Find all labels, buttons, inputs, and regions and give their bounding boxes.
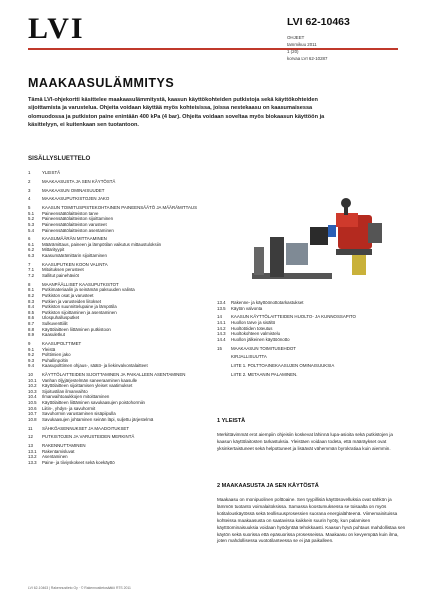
toc-entry-title: Huoltotöiden toteutus [231, 325, 273, 331]
toc-entry-number: 10.1 [28, 377, 37, 383]
toc-entry-number: 6.2 [28, 247, 35, 253]
toc-entry-number: 6.1 [28, 241, 35, 247]
meta-line: tammikuu 2011 [287, 42, 317, 47]
toc-entry-title: LIITE 2. METAANIN PALAMINEN. [231, 371, 298, 377]
section-yleista [217, 418, 407, 453]
toc-entry-title: Asentaminen [42, 454, 68, 460]
toc-entry [28, 363, 208, 369]
toc-entry-number: 9.3 [28, 357, 35, 363]
toc-entry-number: 5.1 [28, 210, 35, 216]
page-title: MAAKAASULÄMMITYS [28, 76, 175, 90]
toc-entry [217, 346, 407, 352]
gas-burner-image [250, 185, 390, 295]
toc-entry [28, 188, 208, 194]
toc-entry-number: 13.3 [28, 459, 37, 465]
toc-entry-number: 14.4 [217, 336, 226, 342]
toc-entry-number: 6 [28, 236, 31, 242]
toc-entry [217, 354, 407, 360]
toc-entry-title: Huollon jälkeinen käyttöönotto [231, 336, 290, 342]
toc-entry-number: 10.3 [28, 388, 37, 394]
toc-entry-number: 10.2 [28, 383, 37, 389]
toc-entry-number: 10.6 [28, 405, 37, 411]
toc-entry-title: Sallitut painehäviöt [42, 273, 79, 279]
toc-entry-title: Polttimien jako [42, 352, 71, 358]
toc-entry-number: 10.8 [28, 416, 37, 422]
section-text: Maakaasu on monipuolinen polttoaine. Sen tyypillisiä käyttösovelluksia ovat sähkön ja lämmön tuotanto voimalaitoksissa. Samassa koostumuksessa se toisaalta on myös kotitalouskäytössä sekä teollisuusprosessien suorana energialähteenä. Viimemainituissa kohteissa maakaasusta on saatavissa kaikkein suurin hyöty, kun palamisen käyttöominaisuuksia voidaan hyödyntää tehokkaasti. Kaasun hyvä puhtaus mahdollistaa sen käytön sekä suorissa että epäsuorissa prosesseissa. Maakaasu on kevyempää kuin ilma, joten mahdollisessa vuototilanteessa se ei jää paikalleen. [217, 497, 406, 544]
toc-entry-title: KÄYTTÖLAITTEIDEN SIJOITTAMINEN JA PAIKALLEEN ASENTAMINEN [42, 372, 186, 378]
toc-entry-title: Mitoituksen perusteet [42, 267, 84, 273]
toc-entry-title: RAKENNUTTAMINEN [42, 443, 86, 449]
toc-entry-title: Liitin-, yhdys- ja savuhormit [42, 405, 96, 411]
toc-entry-title: MAAKAASUPUTKISTOJEN JAKO [42, 196, 110, 202]
toc-entry-number: 5.4 [28, 227, 35, 233]
toc-entry-number: 8.8 [28, 326, 35, 332]
toc-entry-title: KAASUN KÄYTTÖLAITTEIDEN HUOLTO- JA KUNNOSSAPITO [231, 314, 356, 320]
toc-entry-title: Putkiston sijoittaminen ja asentaminen [42, 309, 117, 315]
toc-entry-title: MAANPÄÄLLISET KAASUPUTKISTOT [42, 281, 119, 287]
toc-entry-title: PUTKISTOJEN JA VARUSTEIDEN MERKINTÄ [42, 434, 135, 440]
meta-line: korvaa LVI 62-10287 [287, 56, 328, 61]
toc-entry-number: 10.7 [28, 411, 37, 417]
toc-entry-title: Vanhan öljyjärjestelmän saneeraaminen kaasulle [42, 377, 138, 383]
toc-entry-title: Mittarityypit [42, 247, 65, 253]
toc-entry-number: 13.1 [28, 448, 37, 454]
toc-entry-number: 13.4 [217, 300, 226, 305]
toc-entry-number: 12 [28, 434, 33, 440]
toc-entry-number: 7.1 [28, 267, 35, 273]
toc-entry-title: Savukaasujen johtaminen seinän läpi, suljettu järjestelmä [42, 416, 154, 422]
toc-entry-number: 8.1 [28, 287, 35, 293]
toc-entry-number: 13.2 [28, 454, 37, 460]
intro-paragraph: Tämä LVI-ohjekortti käsittelee maakaasulämmitystä, kaasun käyttökohteiden putkistoja sekä käyttökohteiden sijoittamista ja varusteluа. Ohjeita voidaan käyttää myös kohteisissa, joissa nestekaasu on kaasumaisessa olomuodossa ja putkiston paine enintään 400 kPa (4 bar). Ohjeita voidaan soveltaa myös biokaasun käyttöön ja käsittelyyn, ei kuitenkaan sen tuotantoon. [28, 97, 325, 128]
meta-line: OHJEET [287, 35, 305, 40]
toc-entry [28, 196, 208, 202]
toc-entry-number: 8.2 [28, 293, 35, 298]
toc-entry-title: Kaasupolttimen ohjaus-, säätö- ja liekinvalvontalaitteet [42, 363, 148, 369]
toc-left-column [28, 170, 208, 466]
toc-entry-number [217, 363, 231, 369]
toc-entry-title: Käyttölaitteen sijoittamisen yleiset vaatimukset [42, 383, 133, 389]
toc-entry [28, 253, 208, 259]
toc-entry [217, 363, 407, 369]
toc-entry-title: Ilmanvaihtoaukkojen mitoittaminen [42, 394, 110, 400]
toc-entry [217, 306, 407, 312]
toc-entry-number: 8.9 [28, 332, 35, 338]
toc-entry-title: SÄHKÖASENNUKSET JA MAADOITUKSET [42, 425, 130, 431]
toc-entry-title: MAAKAASUSTA JA SEN KÄYTÖSTÄ [42, 178, 116, 184]
toc-entry-number: 15 [217, 345, 222, 351]
toc-entry-title: MAAKAASUN TOIMITUSEHDOT [231, 345, 296, 351]
section-heading: 1 YLEISTÄ [217, 418, 246, 424]
toc-entry-number: 14.2 [217, 325, 226, 331]
toc-entry-title: Käytön valvonta [231, 305, 263, 311]
toc-entry [28, 332, 208, 338]
toc-entry [28, 179, 208, 185]
toc-entry-title: Sijoitustilan ilmanvaihto [42, 388, 88, 394]
toc-entry-number: 5 [28, 205, 31, 211]
toc-entry-title: KAASUPOLTTIMET [42, 340, 82, 346]
toc-entry-number: 8 [28, 281, 31, 287]
section-heading: 2 MAAKAASUSTA JA SEN KÄYTÖSTÄ [217, 483, 319, 489]
toc-right-column [217, 300, 407, 377]
toc-entry [28, 417, 208, 423]
toc-entry-title: Paineensäätölaitteiston sijoittaminen [42, 216, 114, 222]
toc-entry-number: 14 [217, 314, 222, 320]
toc-entry [28, 228, 208, 234]
toc-entry-number: 10.4 [28, 394, 37, 400]
toc-entry-title: Rakenne- ja käyttöönottotarkastukset [231, 300, 304, 305]
toc-entry-title: Paine- ja tiiviyskokeet sekä koekäyttö [42, 459, 115, 465]
toc-entry-title: Huoltokohteen valmistelu [231, 331, 281, 337]
section-text: Merkittävimmät erot aiempiin ohjeisiin koskevat lähinnä lupa-asioita sekä putkistojen ja kaasun käyttölaitosten tarkastuksia. Yleistäen voidaan todeta, että määräykset ovat yksinkertaistuneet sekä helpottuneet ja lisäävät vähemmän byrokratiaa kuin aiemmin. [217, 432, 393, 451]
toc-entry-title: Putkiston osat ja varusteet [42, 293, 94, 298]
toc-entry-title: Huollon tarve ja sisältö [231, 319, 276, 325]
toc-entry-number: 8.5 [28, 309, 35, 315]
toc-entry-number: 5.3 [28, 221, 35, 227]
toc-entry-number: 2 [28, 178, 31, 184]
toc-entry-title: Sulkuventtiilit [42, 320, 68, 326]
header-rule [28, 48, 398, 50]
toc-entry-number: 11 [28, 425, 33, 431]
toc-entry [28, 434, 208, 440]
toc-entry [28, 273, 208, 279]
toc-entry-title: MAAKAASUN OMINAISUUDET [42, 187, 105, 193]
toc-entry-title: Yleistä [42, 346, 56, 352]
toc-entry-number: 1 [28, 170, 31, 175]
toc-entry-number: 9.4 [28, 363, 35, 369]
toc-entry-number: 8.4 [28, 304, 35, 310]
toc-entry-number: 13 [28, 443, 33, 449]
toc-entry-number: 10 [28, 372, 33, 378]
toc-entry-number: 10.5 [28, 400, 37, 406]
toc-entry-number: 6.3 [28, 253, 35, 259]
toc-entry-title: KAASUPUTKEN KOON VALINTA [42, 261, 108, 267]
toc-entry-number [217, 372, 231, 378]
toc-entry-title: Rakentamisluvat [42, 448, 75, 454]
toc-entry-title: Paineensäätölaitteiston varusteet [42, 221, 107, 227]
toc-entry-number: 14.3 [217, 331, 226, 337]
toc-entry-number: 14.1 [217, 319, 226, 325]
toc-entry-number: 9 [28, 340, 31, 346]
toc-entry-title: Kaasuletkut [42, 332, 65, 338]
toc-entry-title: YLEISTÄ [42, 170, 61, 175]
toc-entry-title: Käyttölaitteen liittäminen putkistoon [42, 326, 111, 332]
toc-entry-number: 9.1 [28, 346, 35, 352]
toc-entry-title: KAASUN TOIMITUSPISTEKOHTAINEN PAINEENSÄÄTÖ JA MÄÄRÄMITTAUS [42, 205, 197, 211]
toc-entry-title: Paineensäätölaitteiston asentaminen [42, 227, 114, 233]
toc-entry [28, 460, 208, 466]
toc-entry-title: Kaasumäärämittarin sijoittaminen [42, 253, 107, 259]
toc-entry-number: 9.2 [28, 352, 35, 358]
toc-entry-title: KIRJALLISUUTTA [231, 354, 267, 360]
toc-entry-title: LIITE 1. POLTTOAINEKAASUJEN OMINAISUUKSIA [231, 363, 335, 369]
toc-entry-title: Puhallinpoltin [42, 357, 69, 363]
toc-entry-title: Paineensäätölaitteiston tarve [42, 210, 99, 216]
section-maakaasu [217, 483, 407, 545]
toc-entry-number: 3 [28, 187, 31, 193]
toc-entry [28, 170, 208, 176]
toc-entry-number: 8.7 [28, 320, 35, 326]
document-number: LVI 62-10463 [287, 16, 350, 28]
toc-entry-number: 8.6 [28, 315, 35, 321]
toc-entry-number [217, 354, 231, 360]
toc-entry-title: Putkien ja varusteiden liitokset [42, 298, 102, 304]
toc-entry-number: 7 [28, 261, 31, 267]
toc-entry [217, 337, 407, 343]
toc-entry-title: Savuhormin varustaminen sisäpiipulla [42, 411, 116, 417]
toc-entry-number: 8.3 [28, 298, 35, 304]
toc-entry [28, 426, 208, 432]
toc-entry-title: Ulospuhallusputket [42, 315, 80, 321]
meta-line: 1 (20) [287, 49, 299, 54]
toc-entry-title: KAASUMÄÄRÄN MITTAAMINEN [42, 236, 107, 242]
toc-entry-number: 7.2 [28, 273, 35, 279]
document-meta [287, 34, 327, 62]
toc-heading: SISÄLLYSLUETTELO [28, 155, 91, 162]
toc-entry-title: Putkiston suunnittelupaine ja lämpötila [42, 304, 117, 310]
toc-entry-title: Käyttölaitteen liittäminen savukaasujen poistohormiin [42, 400, 145, 406]
page-footer: LVI 62-10463 | Rakennustieto Oy · © Rakennustietosäätiö RTS 2011 [28, 586, 131, 590]
toc-entry-number: 13.5 [217, 305, 226, 311]
toc-entry-title: Määrämittaus, paineen ja lämpötilan vaikutus mittaustuloksiin [42, 241, 162, 247]
toc-entry-title: Putkimateriaalin ja seinämän paksuuden valinta [42, 287, 135, 293]
toc-entry-number: 5.2 [28, 216, 35, 222]
lvi-logo: LVI [28, 12, 85, 45]
toc-entry [217, 372, 407, 378]
toc-entry-number: 4 [28, 196, 31, 202]
